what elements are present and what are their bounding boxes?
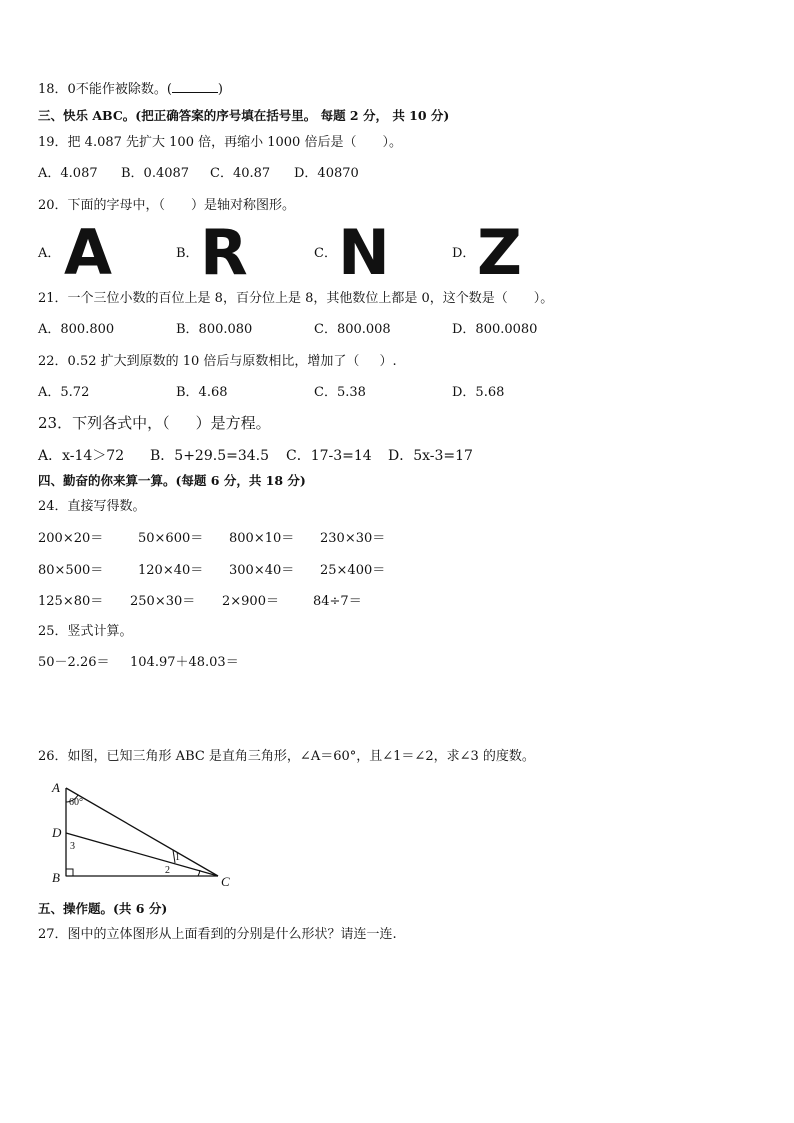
q19-option-b[interactable]: B．0.4087 bbox=[121, 166, 190, 181]
calc-item: 25×400＝ bbox=[320, 563, 386, 578]
question-19 bbox=[38, 134, 402, 152]
segment-dc bbox=[66, 833, 218, 876]
q22-option-b[interactable]: B．4.68 bbox=[176, 385, 228, 400]
question-27-stem: 27．图中的立体图形从上面看到的分别是什么形状？请连一连. bbox=[38, 927, 397, 942]
q18-text: 18．0不能作被除数。( bbox=[38, 82, 172, 97]
section-5-title: 五、操作题。(共 6 分) bbox=[38, 901, 168, 916]
triangle-abc-figure bbox=[48, 778, 240, 890]
angle-1-label: 1 bbox=[175, 852, 180, 863]
q22-option-c[interactable]: C．5.38 bbox=[314, 385, 366, 400]
q23-option-b[interactable]: B．5+29.5=34.5 bbox=[150, 448, 269, 464]
q20-stem: 20．下面的字母中，（ bbox=[38, 198, 166, 213]
calc-item: 2×900＝ bbox=[222, 594, 279, 609]
letter-a-image: A bbox=[64, 216, 112, 289]
question-18 bbox=[38, 80, 223, 99]
section-4-title: 四、勤奋的你来算一算。(每题 6 分，共 18 分) bbox=[38, 473, 306, 488]
q19-option-c[interactable]: C．40.87 bbox=[210, 166, 271, 181]
letter-z-image: Z bbox=[477, 216, 522, 289]
question-23 bbox=[38, 414, 271, 432]
angle-a-label: 60° bbox=[69, 797, 83, 808]
right-angle-mark bbox=[66, 869, 73, 876]
q23-option-d[interactable]: D．5x-3=17 bbox=[388, 448, 473, 464]
q22-stem: 22．0.52 扩大到原数的 10 倍后与原数相比，增加了（ bbox=[38, 354, 360, 369]
vertical-calc-item: 50－2.26＝ bbox=[38, 655, 110, 670]
calc-item: 80×500＝ bbox=[38, 563, 104, 578]
calc-item: 800×10＝ bbox=[229, 531, 295, 546]
label-d: D bbox=[52, 825, 62, 840]
q23-stem: 23．下列各式中，（ bbox=[38, 414, 170, 432]
side-ac bbox=[66, 788, 218, 876]
letter-r-image: R bbox=[200, 216, 248, 289]
q22-stem-end: ）. bbox=[379, 354, 397, 369]
question-21 bbox=[38, 290, 553, 308]
question-24-stem: 24．直接写得数。 bbox=[38, 499, 146, 514]
q19-option-a[interactable]: A．4.087 bbox=[38, 166, 98, 181]
q21-stem-end: ）。 bbox=[533, 291, 554, 306]
section-3-title: 三、快乐 ABC。(把正确答案的序号填在括号里。 每题 2 分， 共 10 分) bbox=[38, 108, 450, 123]
q20-label-c[interactable]: C． bbox=[314, 246, 337, 261]
q19-stem: 19．把 4.087 先扩大 100 倍，再缩小 1000 倍后是（ bbox=[38, 135, 357, 150]
q21-stem: 21．一个三位小数的百位上是 8，百分位上是 8，其他数位上都是 0，这个数是（ bbox=[38, 291, 508, 306]
q21-option-d[interactable]: D．800.0080 bbox=[452, 322, 538, 337]
q19-option-d[interactable]: D．40870 bbox=[294, 166, 359, 181]
q20-stem-end: ）是轴对称图形。 bbox=[191, 198, 296, 213]
calc-item: 250×30＝ bbox=[130, 594, 196, 609]
question-26-stem: 26．如图，已知三角形 ABC 是直角三角形，∠A＝60°，且∠1＝∠2，求∠3 的度数。 bbox=[38, 749, 535, 764]
q21-option-b[interactable]: B．800.080 bbox=[176, 322, 253, 337]
q23-option-c[interactable]: C．17-3=14 bbox=[286, 448, 372, 464]
letter-n-image: N bbox=[338, 216, 390, 289]
q18-close: ) bbox=[217, 82, 223, 97]
q19-stem-end: ）。 bbox=[382, 135, 402, 150]
angle-2-label: 2 bbox=[165, 865, 170, 876]
q22-option-d[interactable]: D．5.68 bbox=[452, 385, 505, 400]
calc-item: 84÷7＝ bbox=[313, 594, 362, 609]
calc-item: 125×80＝ bbox=[38, 594, 104, 609]
calc-item: 120×40＝ bbox=[138, 563, 204, 578]
q23-option-a[interactable]: A．x-14＞72 bbox=[38, 448, 125, 464]
angle-3-label: 3 bbox=[70, 841, 75, 852]
q21-option-c[interactable]: C．800.008 bbox=[314, 322, 391, 337]
calc-item: 300×40＝ bbox=[229, 563, 295, 578]
question-22 bbox=[38, 353, 397, 371]
q20-label-a[interactable]: A． bbox=[38, 246, 61, 261]
q22-option-a[interactable]: A．5.72 bbox=[38, 385, 90, 400]
calc-item: 230×30＝ bbox=[320, 531, 386, 546]
q23-stem-end: ）是方程。 bbox=[195, 414, 271, 432]
q20-label-d[interactable]: D． bbox=[452, 246, 476, 261]
calc-item: 200×20＝ bbox=[38, 531, 104, 546]
vertical-calc-item: 104.97＋48.03＝ bbox=[130, 655, 239, 670]
q20-label-b[interactable]: B． bbox=[176, 246, 199, 261]
label-c: C bbox=[221, 874, 230, 889]
label-b: B bbox=[52, 870, 60, 885]
answer-blank[interactable] bbox=[172, 80, 218, 93]
question-25-stem: 25．竖式计算。 bbox=[38, 624, 133, 639]
label-a: A bbox=[52, 780, 60, 795]
q21-option-a[interactable]: A．800.800 bbox=[38, 322, 115, 337]
calc-item: 50×600＝ bbox=[138, 531, 204, 546]
question-20 bbox=[38, 197, 295, 215]
